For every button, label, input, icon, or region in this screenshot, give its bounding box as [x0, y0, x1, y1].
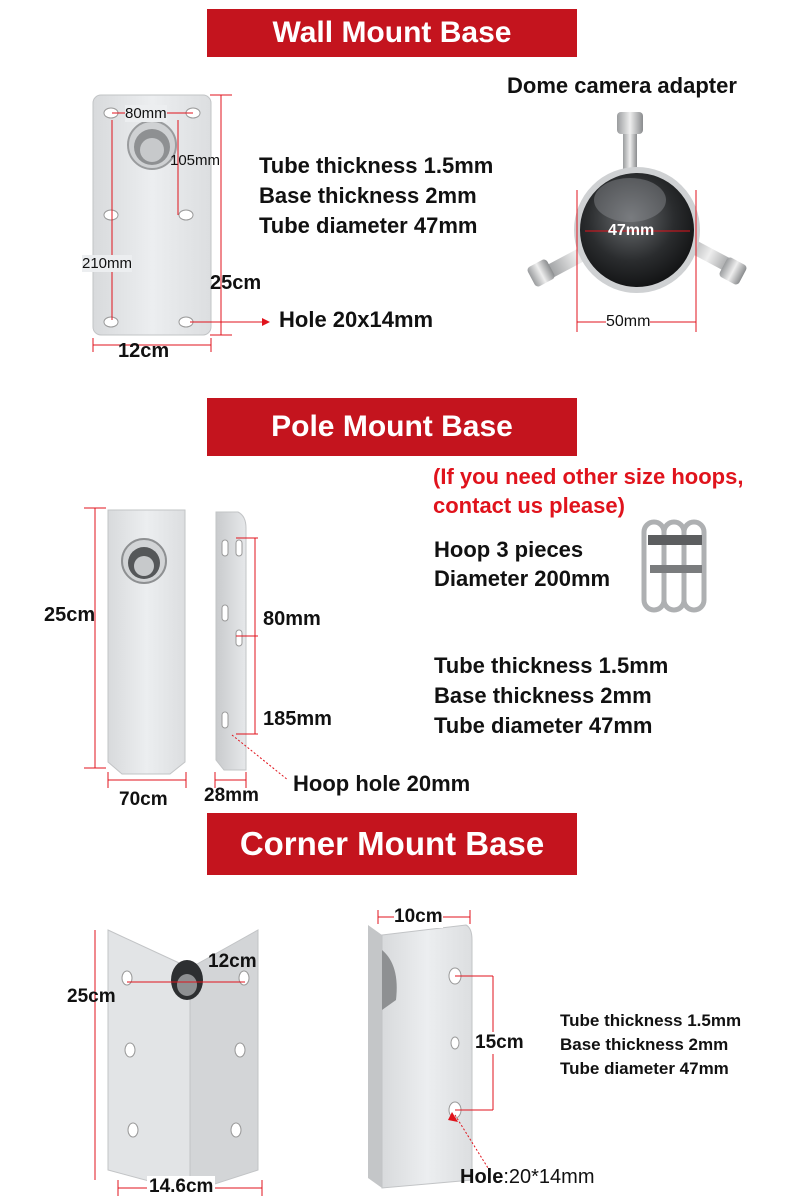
corner-tube-label: 12cm	[208, 951, 257, 972]
wall-mount-title: Wall Mount Base	[272, 16, 512, 49]
corner-side-width-label: 10cm	[394, 906, 443, 927]
wall-specs	[259, 151, 493, 241]
pole-width-label: 70cm	[119, 789, 168, 810]
wall-height-label: 25cm	[210, 272, 262, 294]
pole-spec-tube-thickness: Tube thickness 1.5mm	[434, 653, 669, 678]
wall-spec-base-thickness: Base thickness 2mm	[259, 183, 477, 208]
hoop-hole-label: Hoop hole 20mm	[293, 771, 471, 796]
adapter-width-label: 50mm	[606, 313, 651, 330]
dome-adapter-label: Dome camera adapter	[507, 73, 737, 98]
pole-mount-plate	[108, 510, 185, 774]
corner-specs	[560, 1009, 741, 1081]
pole-mount-side	[216, 512, 246, 770]
corner-height-label: 25cm	[67, 986, 116, 1007]
wall-width-label: 12cm	[118, 340, 170, 362]
wall-hole-label: Hole 20x14mm	[279, 307, 434, 332]
corner-spec-base-thickness: Base thickness 2mm	[560, 1035, 729, 1054]
corner-hole-word: Hole	[460, 1166, 504, 1188]
pole-height-label: 25cm	[44, 604, 96, 626]
wall-spec-tube-diameter: Tube diameter 47mm	[259, 213, 478, 238]
corner-spec-tube-thickness: Tube thickness 1.5mm	[560, 1011, 742, 1030]
pole-specs	[434, 651, 668, 741]
wall-spec-tube-thickness: Tube thickness 1.5mm	[259, 153, 494, 178]
corner-mount-title: Corner Mount Base	[239, 825, 545, 862]
adapter-diameter-label: 47mm	[608, 222, 655, 239]
pole-slot-spacing-label: 80mm	[263, 608, 321, 630]
hoop-count: Hoop 3 pieces	[434, 537, 584, 562]
pole-slot-span-label: 185mm	[263, 708, 332, 730]
wall-mount-plate	[93, 95, 211, 335]
corner-width-label: 14.6cm	[149, 1176, 214, 1197]
hoop-size-note: (If you need other size hoops, contact us please)	[433, 464, 744, 518]
dome-adapter	[526, 112, 748, 290]
corner-mount-side	[368, 925, 472, 1188]
pole-spec-base-thickness: Base thickness 2mm	[434, 683, 652, 708]
corner-hole-label	[460, 1166, 595, 1189]
wall-hole-spacing-label: 80mm	[125, 105, 167, 122]
pole-depth-label: 28mm	[204, 785, 259, 806]
pole-spec-tube-diameter: Tube diameter 47mm	[434, 713, 653, 738]
hoop-diameter: Diameter 200mm	[434, 566, 611, 591]
pole-mount-title: Pole Mount Base	[271, 410, 513, 443]
corner-hole-size: :20*14mm	[503, 1166, 595, 1188]
wall-hole-span-label: 210mm	[82, 255, 133, 272]
corner-spec-tube-diameter: Tube diameter 47mm	[560, 1059, 729, 1078]
wall-tube-offset-label: 105mm	[170, 152, 221, 169]
hoop-info	[434, 535, 610, 593]
hoop-clamps	[644, 522, 704, 610]
corner-hole-spacing-label: 15cm	[475, 1032, 524, 1053]
